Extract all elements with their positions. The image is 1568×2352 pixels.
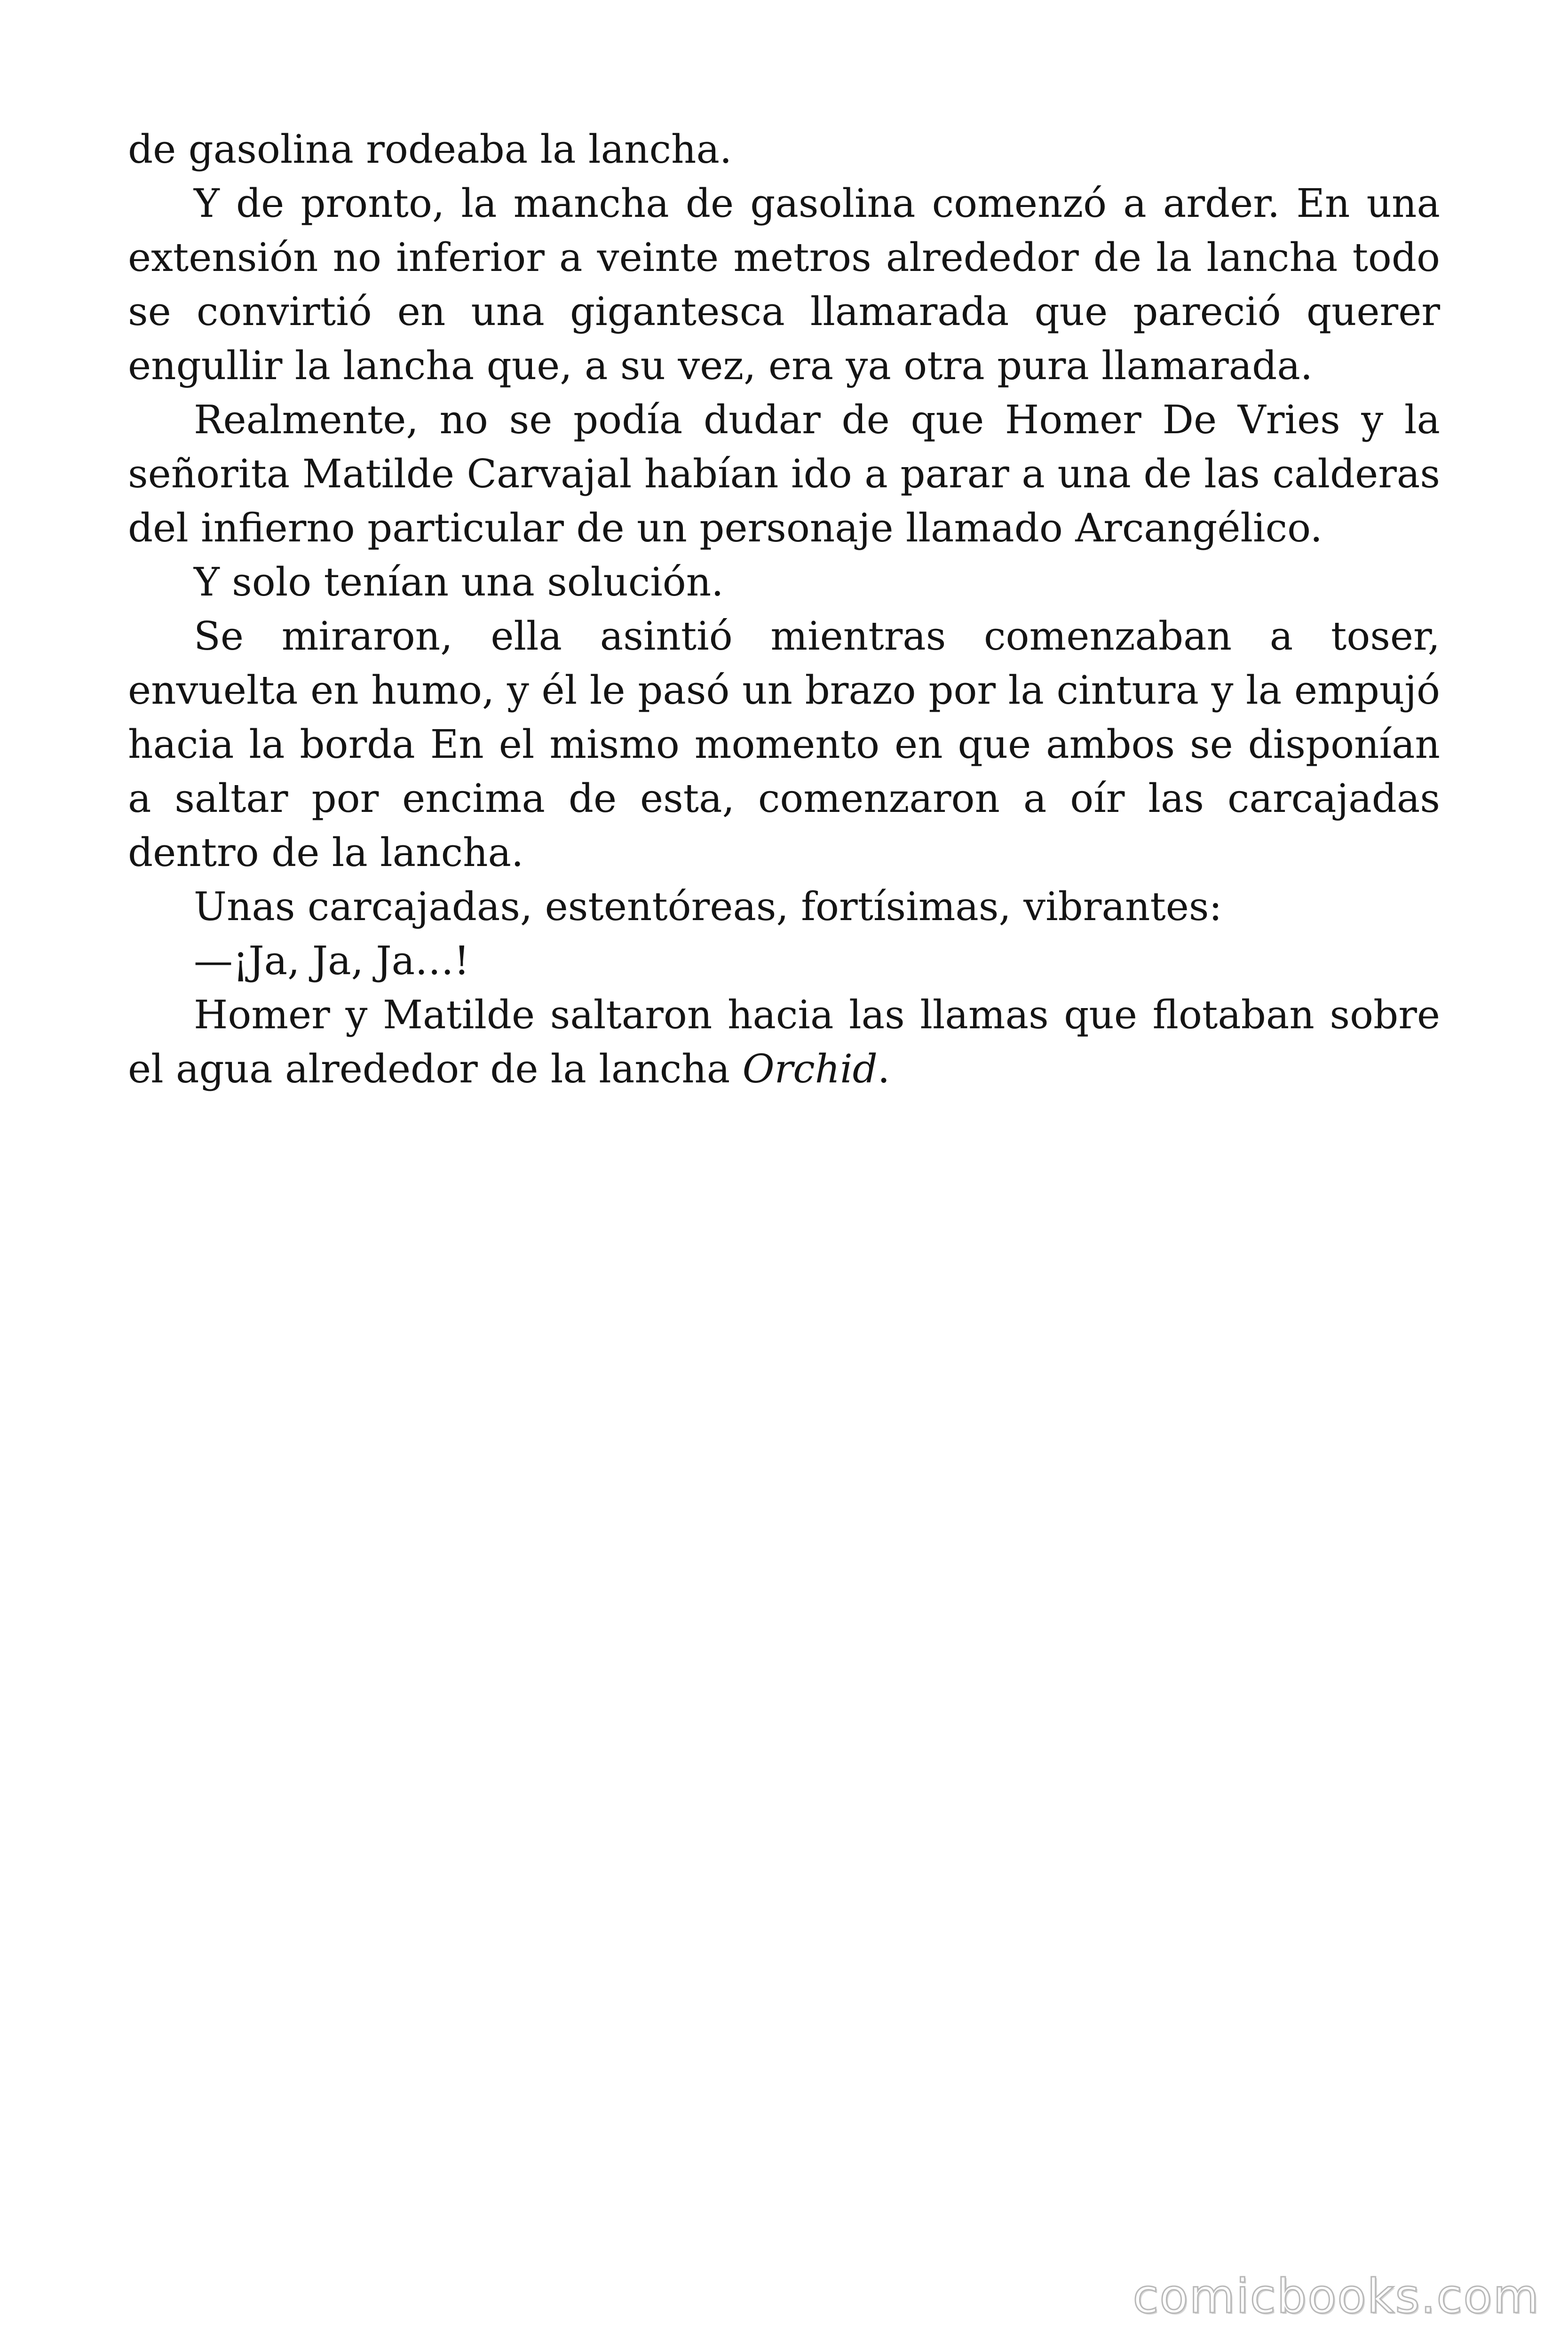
paragraph-1-text: de gasolina rodeaba la lancha.: [128, 127, 732, 172]
paragraph-8-end: .: [877, 1046, 890, 1092]
boat-name-italic: Orchid: [742, 1046, 878, 1092]
body-text: [128, 122, 1440, 1096]
paragraph-3-text: Realmente, no se podía dudar de que Homer De Vries y la señorita Matilde Carvajal habían ido a parar a una de las calderas del infierno particular de un personaje llamado Arcangélico.: [128, 397, 1440, 551]
paragraph-4: [128, 555, 1440, 609]
paragraph-1: [128, 122, 1440, 176]
paragraph-8-text: Homer y Matilde saltaron hacia las llamas que flotaban sobre el agua alrededor de la lancha: [128, 992, 1440, 1092]
paragraph-5-text: Se miraron, ella asintió mientras comenzaban a toser, envuelta en humo, y él le pasó un brazo por la cintura y la empujó hacia la borda En el mismo momento en que ambos se disponían a saltar por encima de esta, comenzaron a oír las carcajadas dentro de la lancha.: [128, 613, 1440, 875]
paragraph-5: [128, 609, 1440, 880]
paragraph-8: [128, 988, 1440, 1096]
watermark-logo: comicbooks.com: [1132, 2269, 1540, 2324]
paragraph-6-text: Unas carcajadas, estentóreas, fortísimas, vibrantes:: [194, 884, 1222, 930]
paragraph-6: [128, 880, 1440, 934]
paragraph-2: [128, 176, 1440, 393]
paragraph-2-text: Y de pronto, la mancha de gasolina comenzó a arder. En una extensión no inferior a veinte metros alrededor de la lancha todo se convirtió en una gigantesca llamarada que pareció querer engullir la lancha que, a su vez, era ya otra pura llamarada.: [128, 181, 1440, 389]
paragraph-3: [128, 393, 1440, 555]
paragraph-4-text: Y solo tenían una solución.: [194, 559, 724, 605]
paragraph-7-text: —¡Ja, Ja, Ja…!: [194, 938, 470, 984]
paragraph-7: [128, 934, 1440, 988]
